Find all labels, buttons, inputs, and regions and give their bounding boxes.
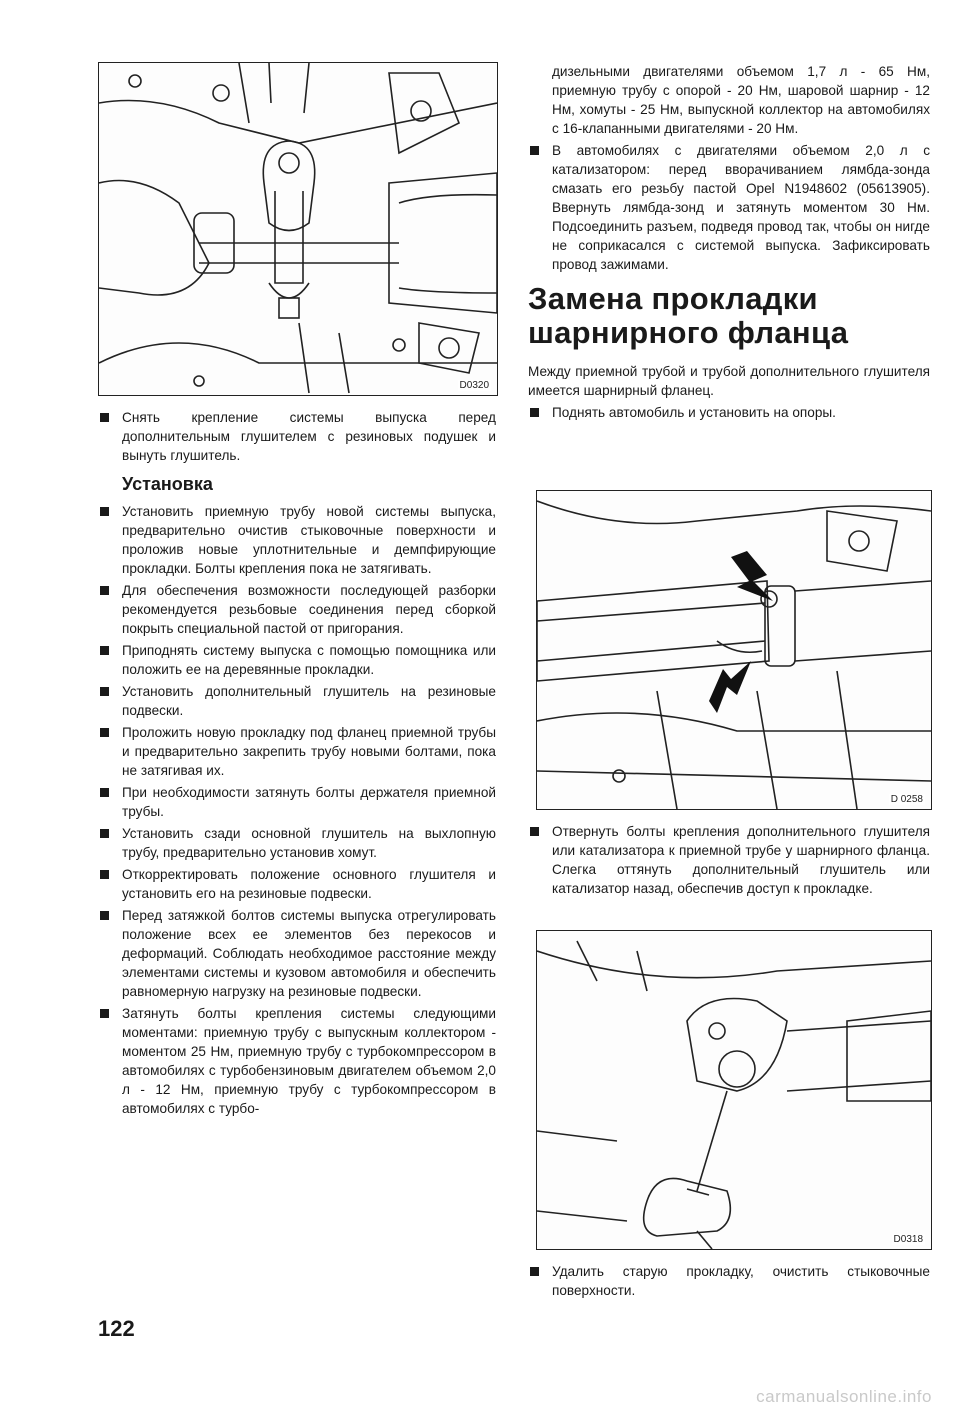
right-text-top <box>528 62 930 425</box>
bullet-unscrew-bolts: Отвернуть болты крепления дополнительного глушителя или катализатора к приемной трубе у шарнирного фланца. Слегка оттянуть дополнительный глушитель или катализатор назад, обеспечив доступ к прокладке. <box>528 822 930 898</box>
section-intro: Между приемной трубой и трубой дополнительного глушителя имеется шарнирный фланец. <box>528 364 930 398</box>
figure-gasket-removal <box>536 930 932 1250</box>
bullet-install-8: Откорректировать положение основного глушителя и установить его на резиновые подвески. <box>98 865 496 903</box>
torque-continuation: дизельными двигателями объемом 1,7 л - 65 Нм, приемную трубу с опорой - 20 Нм, шаровой шарнир - 12 Нм, хомуты - 25 Нм, выпускной коллектор на автомобилях с 16-клапанными двигателями - 20 Нм. <box>552 64 930 136</box>
section-title-line-2: шарнирного фланца <box>528 315 849 350</box>
bullet-lift-car: Поднять автомобиль и установить на опоры. <box>528 403 930 422</box>
figure-code: D0320 <box>459 380 489 391</box>
bullet-install-3: Приподнять систему выпуска с помощью помощника или положить ее на деревянные прокладки. <box>98 641 496 679</box>
page-number: 122 <box>98 1316 135 1341</box>
subheading-installation: Установка <box>122 474 213 494</box>
figure-code: D0318 <box>893 1234 923 1245</box>
figure-exhaust-mount <box>98 62 498 396</box>
bullet-lambda-probe: В автомобилях с двигателями объемом 2,0 л с катализатором: перед вворачиванием лямбда-зонда смазать его резьбу пастой Opel N1948602 (05613905). Ввернуть лямбда-зонд и затянуть моментом 30 Нм. Подсоединить разъем, подведя провод так, чтобы он нигде не соприкасался с системой выпуска. Зафиксировать провод зажимами. <box>528 141 930 274</box>
right-text-bottom <box>528 1262 930 1303</box>
bullet-install-2: Для обеспечения возможности последующей разборки рекомендуется резьбовые соединения перед сборкой покрыть специальной пастой от пригорания. <box>98 581 496 638</box>
section-title-line-1: Замена прокладки <box>528 281 818 316</box>
bullet-remove-gasket: Удалить старую прокладку, очистить стыковочные поверхности. <box>528 1262 930 1300</box>
bullet-install-4: Установить дополнительный глушитель на резиновые подвески. <box>98 682 496 720</box>
bullet-install-5: Проложить новую прокладку под фланец приемной трубы и предварительно закрепить трубу новыми болтами, пока не затягивая их. <box>98 723 496 780</box>
left-text <box>98 408 496 1121</box>
bullet-remove-muffler: Снять крепление системы выпуска перед дополнительным глушителем с резиновых подушек и вынуть глушитель. <box>98 408 496 465</box>
exhaust-mount-illustration <box>99 63 497 395</box>
right-text-mid <box>528 822 930 901</box>
bullet-install-7: Установить сзади основной глушитель на выхлопную трубу, предварительно установив хомут. <box>98 824 496 862</box>
figure-code: D 0258 <box>890 794 923 805</box>
gasket-removal-illustration <box>537 931 931 1249</box>
bullet-install-9: Перед затяжкой болтов системы выпуска отрегулировать положение всех ее элементов без перекосов и деформаций. Соблюдать необходимое расстояние между элементами системы и кузовом автомобиля и обеспечить равномерную нагрузку на резиновые подвески. <box>98 906 496 1001</box>
figure-joint-flange <box>536 490 932 810</box>
bullet-install-6: При необходимости затянуть болты держателя приемной трубы. <box>98 783 496 821</box>
section-title <box>528 282 930 350</box>
watermark-text: carmanualsonline.info <box>756 1387 932 1406</box>
bullet-install-1: Установить приемную трубу новой системы выпуска, предварительно очистив стыковочные поверхности и проложив новые уплотнительные и демпфирующие прокладки. Болты крепления пока не затягивать. <box>98 502 496 578</box>
joint-flange-illustration <box>537 491 931 809</box>
bullet-install-10: Затянуть болты крепления системы следующими моментами: приемную трубу с выпускным коллектором - моментом 25 Нм, приемную трубу с турбокомпрессором в автомобилях с турбобензиновым двигателем объемом 2,0 л - 12 Нм, приемную трубу с турбокомпрессором в автомобилях с турбо- <box>98 1004 496 1118</box>
